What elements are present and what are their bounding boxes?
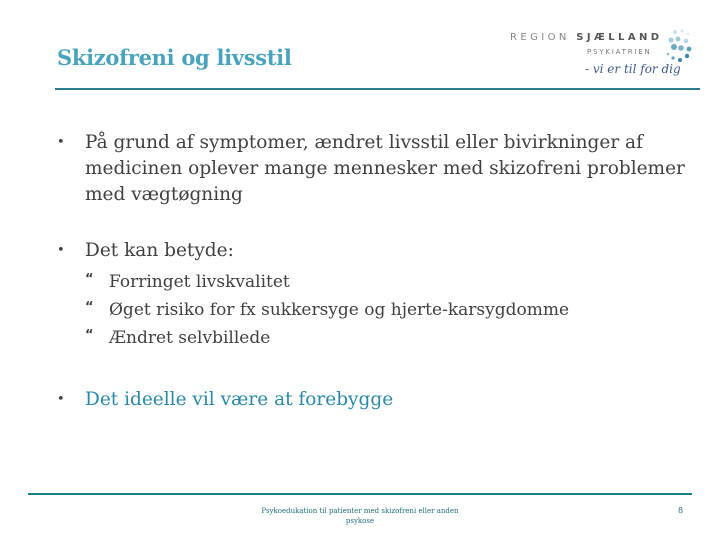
- region-sjaelland-logo: [505, 28, 705, 88]
- logo-dots-icon: [665, 28, 695, 68]
- slide: Skizofreni og livsstil REGION SJÆLLAND PSYKIATRIEN - vi er til for dig • På grund af symptomer, ændret livsstil eller bivirkninger af medicinen oplever mange mennesker med skizofreni problemer med vægtøgning • Det kan betyde: “ Forringet livskvalitet “ Øget risiko for fx sukkersyge og hjerte-karsygdomme “ Ændret selvbillede • Det ideelle vil være at forebygge Psykoedukation til patienter med skizofreni eller anden psykose 8: [0, 0, 720, 540]
- quote-bullet-icon: “: [85, 272, 94, 287]
- logo-name-bold: SJÆLLAND: [576, 32, 663, 43]
- title-divider: [55, 88, 700, 90]
- logo-name-light: REGION: [510, 32, 577, 43]
- bullet-icon: •: [57, 243, 65, 258]
- bullet-icon: •: [57, 392, 65, 407]
- slide-title: Skizofreni og livsstil: [57, 45, 292, 70]
- footer-divider: [28, 493, 692, 495]
- page-number: 8: [678, 506, 684, 515]
- logo-sub: PSYKIATRIEN: [587, 48, 652, 56]
- logo-tagline: - vi er til for dig: [585, 62, 681, 76]
- bullet-icon: •: [57, 135, 65, 150]
- footer-text: Psykoedukation til patienter med skizofreni eller anden psykose: [261, 507, 459, 525]
- quote-bullet-icon: “: [85, 328, 94, 343]
- quote-bullet-icon: “: [85, 300, 94, 315]
